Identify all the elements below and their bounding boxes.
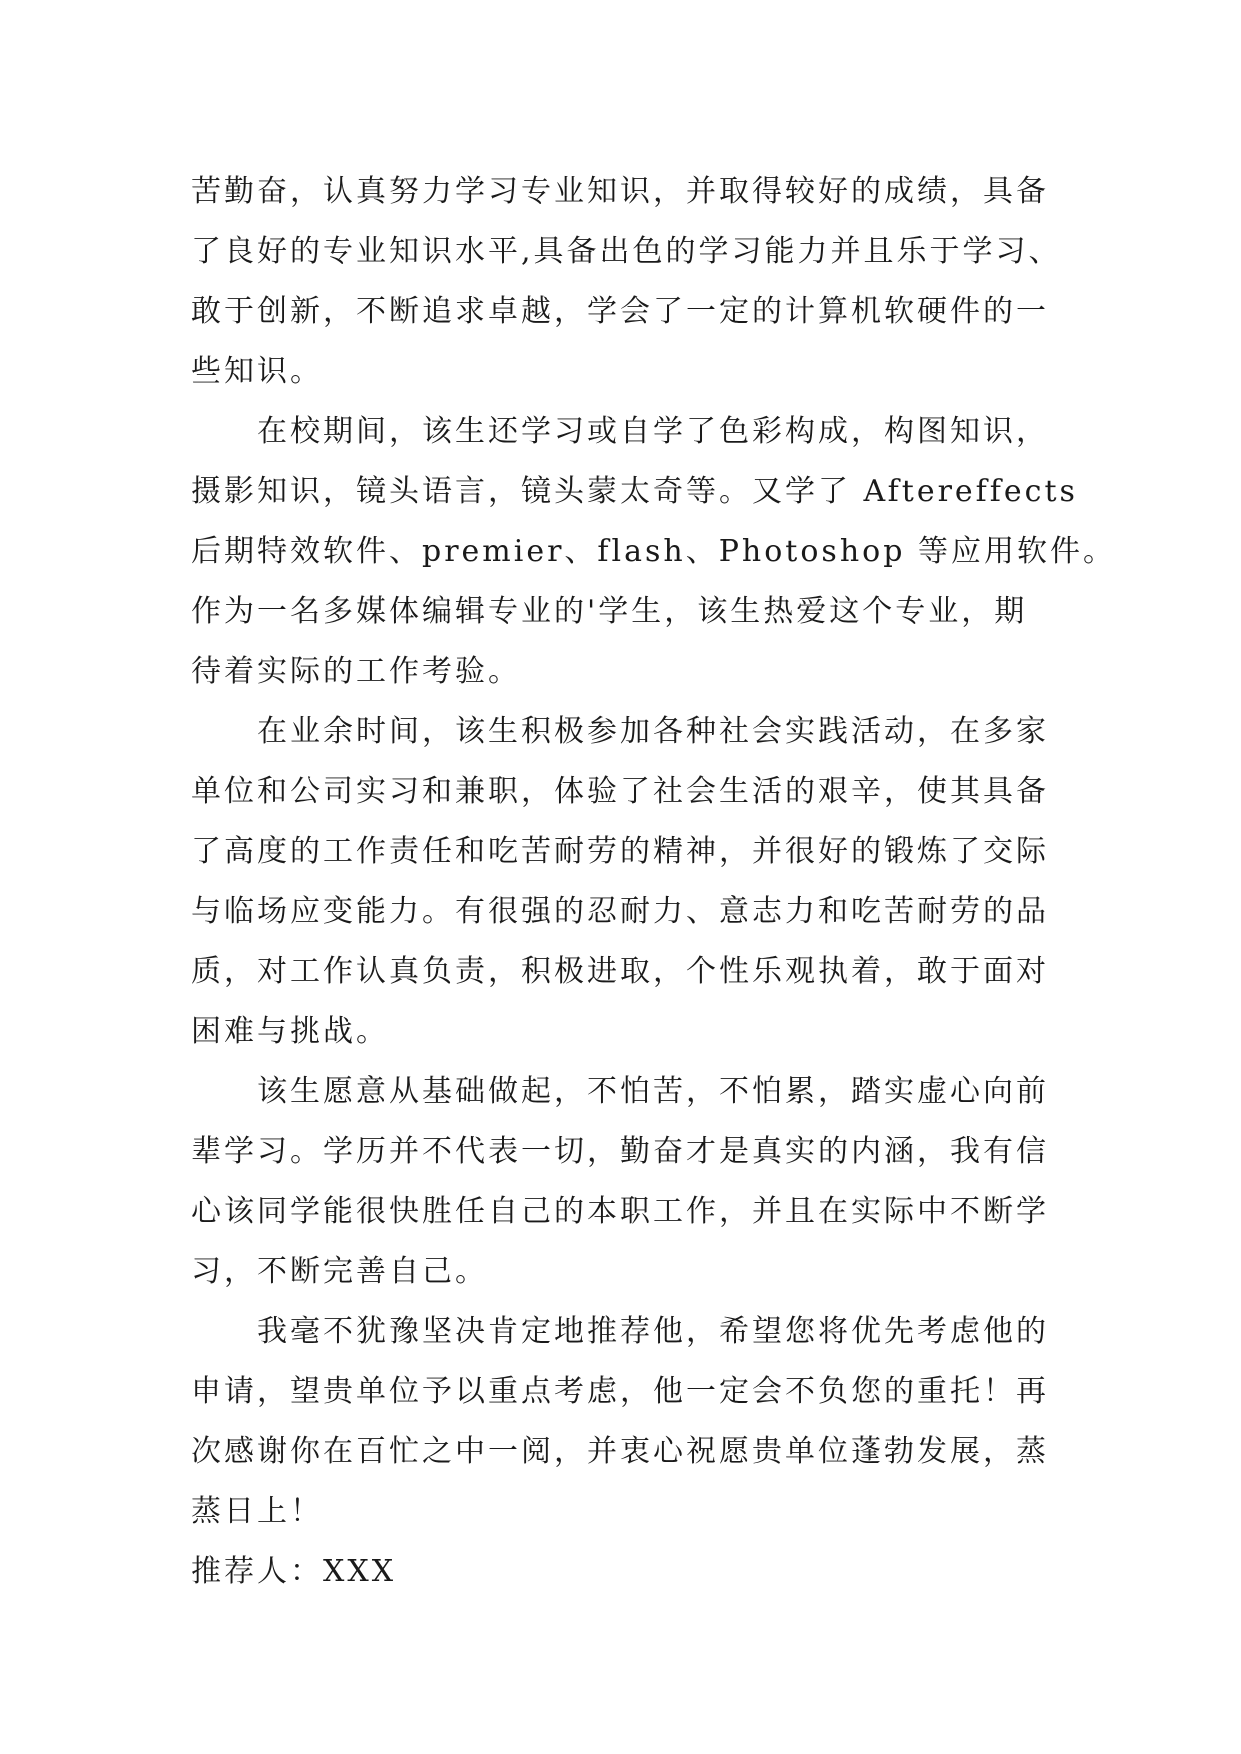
text-line: 次感谢你在百忙之中一阅，并衷心祝愿贵单位蓬勃发展，蒸 [191, 1434, 1049, 1469]
text-line: 质，对工作认真负责，积极进取，个性乐观执着，敢于面对 [191, 954, 1049, 989]
text-line: 心该同学能很快胜任自己的本职工作，并且在实际中不断学 [191, 1194, 1049, 1229]
text-line: 了高度的工作责任和吃苦耐劳的精神，并很好的锻炼了交际 [191, 834, 1049, 869]
text-line: 些知识。 [191, 354, 323, 389]
text-line: 待着实际的工作考验。 [191, 654, 521, 689]
text-line: 后期特效软件、premier、flash、Photoshop 等应用软件。 [191, 534, 1116, 569]
text-line: 苦勤奋，认真努力学习专业知识，并取得较好的成绩，具备 [191, 174, 1049, 209]
text-line: 习，不断完善自己。 [191, 1254, 488, 1289]
paragraph-first-line: 在业余时间，该生积极参加各种社会实践活动，在多家 [257, 714, 1049, 749]
paragraph-first-line: 我毫不犹豫坚决肯定地推荐他，希望您将优先考虑他的 [257, 1314, 1049, 1349]
paragraph-first-line: 该生愿意从基础做起，不怕苦，不怕累，踏实虚心向前 [257, 1074, 1049, 1109]
text-line: 与临场应变能力。有很强的忍耐力、意志力和吃苦耐劳的品 [191, 894, 1049, 929]
text-line: 困难与挑战。 [191, 1014, 389, 1049]
text-line: 申请，望贵单位予以重点考虑，他一定会不负您的重托！再 [191, 1374, 1049, 1409]
text-line: 摄影知识，镜头语言，镜头蒙太奇等。又学了 Aftereffects [191, 474, 1078, 509]
text-line: 作为一名多媒体编辑专业的'学生，该生热爱这个专业，期 [191, 594, 1028, 629]
recommender-signature: 推荐人：XXX [191, 1554, 397, 1589]
text-line: 蒸日上！ [191, 1494, 323, 1529]
text-line: 敢于创新，不断追求卓越，学会了一定的计算机软硬件的一 [191, 294, 1049, 329]
text-line: 单位和公司实习和兼职，体验了社会生活的艰辛，使其具备 [191, 774, 1049, 809]
text-line: 了良好的专业知识水平,具备出色的学习能力并且乐于学习、 [191, 234, 1062, 269]
text-line: 辈学习。学历并不代表一切，勤奋才是真实的内涵，我有信 [191, 1134, 1049, 1169]
paragraph-first-line: 在校期间，该生还学习或自学了色彩构成，构图知识， [257, 414, 1049, 449]
letter-body [191, 162, 1116, 1602]
